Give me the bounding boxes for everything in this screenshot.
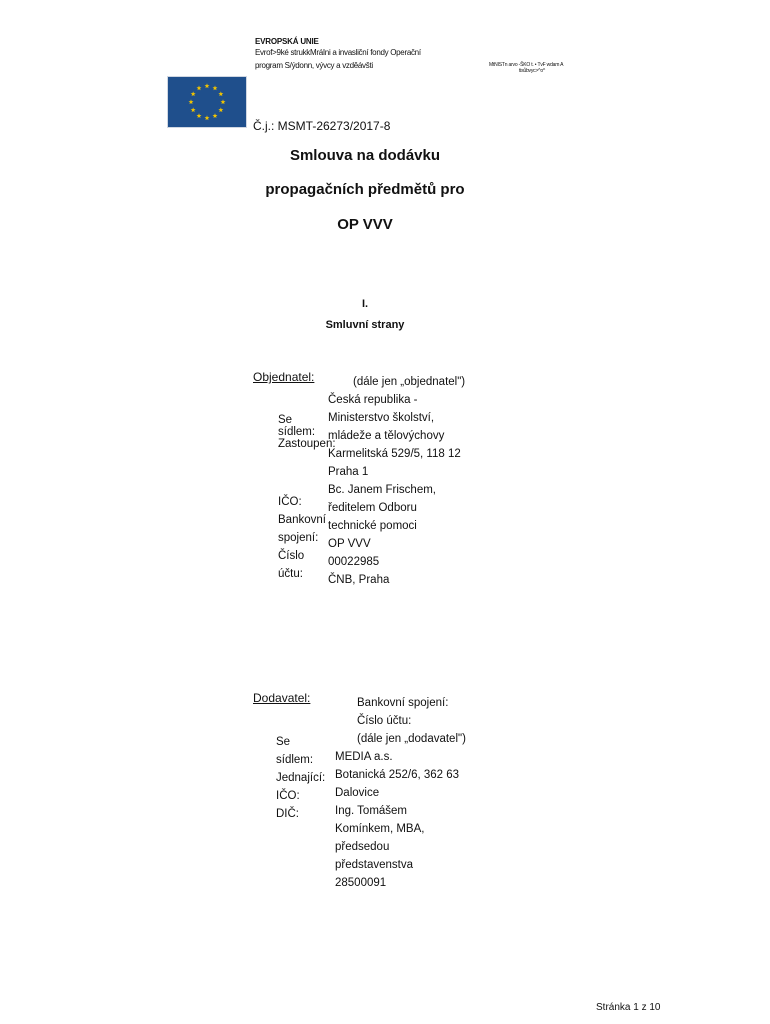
ministry-line-1: MtNISTn arvo -ŠKO t. • TvF wdam A (489, 62, 564, 68)
orderer-label-seat: Se sídlem: (278, 414, 316, 438)
eu-star-icon (205, 83, 210, 88)
eu-star-icon (191, 91, 196, 96)
org-subtitle-line-1: Evrof>9ké strukkMráIni a invasliční fondy Operační (255, 48, 421, 57)
orderer-value-1: Česká republika - (328, 394, 418, 406)
supplier-value-2: (dále jen „dodavatel") (357, 733, 466, 745)
supplier-label-dic: DIČ: (276, 808, 299, 820)
eu-star-icon (205, 115, 210, 120)
orderer-value-4: Karmelitská 529/5, 118 12 (328, 448, 461, 460)
supplier-value-7: Komínkem, MBA, (335, 823, 425, 835)
orderer-labels-2 (278, 493, 326, 583)
orderer-value-7: ředitelem Odboru (328, 502, 417, 514)
orderer-value-2: Ministerstvo školství, (328, 412, 435, 424)
supplier-value-4: Botanická 252/6, 362 63 (335, 769, 460, 781)
supplier-label-seat: Se sídlem: (276, 736, 314, 766)
eu-flag-stars (168, 77, 246, 127)
supplier-labels (276, 733, 326, 823)
eu-star-icon (218, 91, 223, 96)
section-heading: Smluvní strany (325, 319, 405, 331)
supplier-value-6: Ing. Tomášem (335, 805, 408, 817)
ministry-line-2: tisůbvyc>^o^ (519, 68, 546, 74)
eu-star-icon (218, 107, 223, 112)
orderer-value-10: 00022985 (328, 556, 380, 568)
reference-number: Č.j.: MSMT-26273/2017-8 (253, 119, 391, 133)
orderer-label-bank: Bankovní spojení: (278, 514, 326, 544)
eu-star-icon (197, 86, 202, 91)
eu-flag-icon (168, 77, 246, 127)
document-title-line-1: Smlouva na dodávku (289, 147, 441, 164)
supplier-value-1: Číslo účtu: (357, 715, 412, 727)
eu-star-icon (213, 86, 218, 91)
org-subtitle-line-2: program S/ýdonn, vývcy a vzděávšti (255, 61, 373, 70)
orderer-value-11: ČNB, Praha (328, 574, 390, 586)
orderer-label-account: Číslo účtu: (278, 550, 305, 580)
org-title: EVROPSKÁ UNIE (255, 37, 319, 46)
orderer-label-representative: Zastoupen: (278, 438, 336, 450)
ministry-logo-text (489, 62, 563, 74)
page-number: Stránka 1 z 10 (596, 1002, 661, 1013)
supplier-value-5: Dalovice (335, 787, 380, 799)
orderer-label-ico: IČO: (278, 496, 302, 508)
eu-star-icon (189, 99, 194, 104)
orderer-value-3: mládeže a tělovýchovy (328, 430, 445, 442)
orderer-value-5: Praha 1 (328, 466, 369, 478)
section-number: I. (361, 298, 369, 310)
document-title-line-3: OP VVV (337, 216, 393, 233)
orderer-value-0: (dále jen „objednatel") (353, 376, 466, 388)
eu-star-icon (213, 113, 218, 118)
eu-star-icon (191, 107, 196, 112)
supplier-label-acting: Jednající: (276, 772, 326, 784)
orderer-value-8: technické pomoci (328, 520, 417, 532)
orderer-heading: Objednatel: (253, 370, 315, 384)
orderer-values (328, 373, 488, 589)
orderer-labels (278, 414, 336, 450)
supplier-label-ico: IČO: (276, 790, 300, 802)
orderer-value-9: OP VVV (328, 538, 371, 550)
supplier-value-8: předsedou (335, 841, 390, 853)
orderer-value-6: Bc. Janem Frischem, (328, 484, 436, 496)
supplier-heading: Dodavatel: (253, 691, 311, 705)
eu-star-icon (197, 113, 202, 118)
supplier-value-0: Bankovní spojení: (357, 697, 449, 709)
supplier-value-3: MEDIA a.s. (335, 751, 393, 763)
supplier-values (335, 694, 495, 892)
eu-star-icon (221, 99, 226, 104)
supplier-value-9: představenstva (335, 859, 413, 871)
supplier-value-10: 28500091 (335, 877, 387, 889)
document-title-line-2: propagačních předmětů pro (265, 181, 465, 198)
